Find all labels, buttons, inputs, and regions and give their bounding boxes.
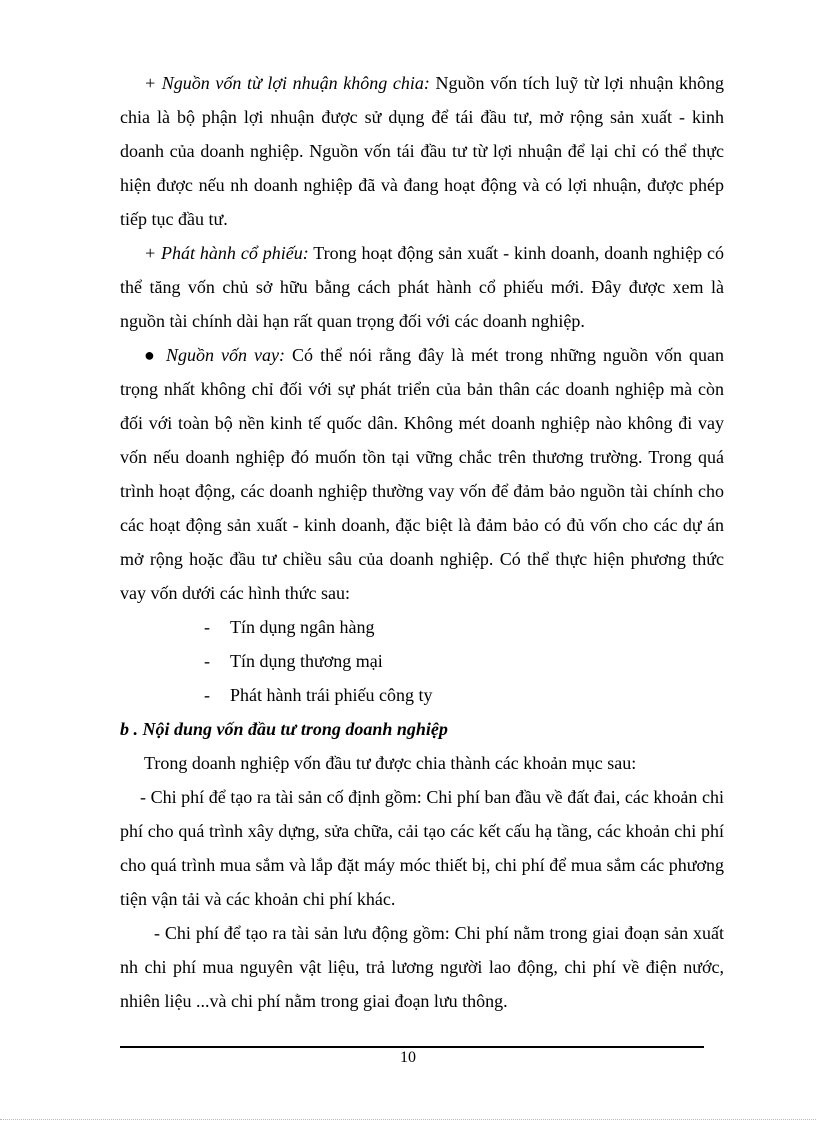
- share-issuance-text: Trong hoạt động sản xuất - kinh doanh, doanh nghiệp có thể tăng vốn chủ sở hữu bằng cách phát hành cổ phiếu mới. Đây được xem là nguồn tài chính dài hạn rất quan trọng đối với các doanh nghiệp.: [120, 243, 724, 331]
- section-heading: b . Nội dung vốn đầu tư trong doanh nghiệp: [120, 719, 448, 739]
- share-issuance-label: + Phát hành cổ phiếu:: [144, 243, 309, 263]
- list-item: [120, 678, 724, 712]
- page-bottom-border: [0, 1119, 816, 1120]
- page-number: 10: [400, 1049, 416, 1066]
- list-item-text: Phát hành trái phiếu công ty: [230, 685, 433, 705]
- paragraph-borrowed-capital: [120, 338, 724, 610]
- retained-earnings-label: + Nguồn vốn từ lợi nhuận không chia:: [144, 73, 430, 93]
- borrowed-capital-text: Có thể nói rằng đây là mét trong những nguồn vốn quan trọng nhất không chỉ đối với sự phát triển của bản thân các doanh nghiệp mà còn đối với toàn bộ nền kinh tế quốc dân. Không mét doanh nghiệp nào không đi vay vốn nếu doanh nghiệp đó muốn tồn tại vững chắc trên thương trường. Trong quá trình hoạt động, các doanh nghiệp thường vay vốn để đảm bảo nguồn tài chính cho các hoạt động sản xuất - kinh doanh, đặc biệt là đảm bảo có đủ vốn cho các dự án mở rộng hoặc đầu tư chiều sâu của doanh nghiệp. Có thể thực hiện phương thức vay vốn dưới các hình thức sau:: [120, 345, 724, 603]
- borrowed-capital-label: Nguồn vốn vay:: [166, 345, 286, 365]
- page-content: [120, 66, 724, 1018]
- dash-marker: -: [204, 685, 210, 705]
- dash-marker: -: [204, 617, 210, 637]
- section-intro: Trong doanh nghiệp vốn đầu tư được chia thành các khoản mục sau:: [144, 753, 637, 773]
- paragraph-retained-earnings: [120, 66, 724, 236]
- dash-marker: -: [204, 651, 210, 671]
- list-item: [120, 610, 724, 644]
- list-item-text: Tín dụng thương mại: [230, 651, 383, 671]
- retained-earnings-text: Nguồn vốn tích luỹ từ lợi nhuận không chia là bộ phận lợi nhuận được sử dụng để tái đầu tư, mở rộng sản xuất - kinh doanh của doanh nghiệp. Nguồn vốn tái đầu tư từ lợi nhuận để lại chỉ có thể thực hiện được nếu nh doanh nghiệp đã và đang hoạt động và có lợi nhuận, được phép tiếp tục đầu tư.: [120, 73, 725, 229]
- paragraph-current-assets: - Chi phí để tạo ra tài sản lưu động gồm: Chi phí nằm trong giai đoạn sản xuất nh chi phí mua nguyên vật liệu, trả lương người lao động, chi phí về điện nước, nhiên liệu ...và chi phí nằm trong giai đoạn lưu thông.: [120, 923, 724, 1011]
- list-item: [120, 644, 724, 678]
- paragraph-share-issuance: [120, 236, 724, 338]
- loan-forms-list: [120, 610, 724, 712]
- paragraph-fixed-assets: - Chi phí để tạo ra tài sản cố định gồm: Chi phí ban đầu về đất đai, các khoản chi phí cho quá trình xây dựng, sửa chữa, cải tạo các kết cấu hạ tầng, các khoản chi phí cho quá trình mua sắm và lắp đặt máy móc thiết bị, chi phí để mua sắm các phương tiện vận tải và các khoản chi phí khác.: [120, 787, 724, 909]
- list-item-text: Tín dụng ngân hàng: [230, 617, 375, 637]
- bullet-icon: ●: [144, 345, 155, 365]
